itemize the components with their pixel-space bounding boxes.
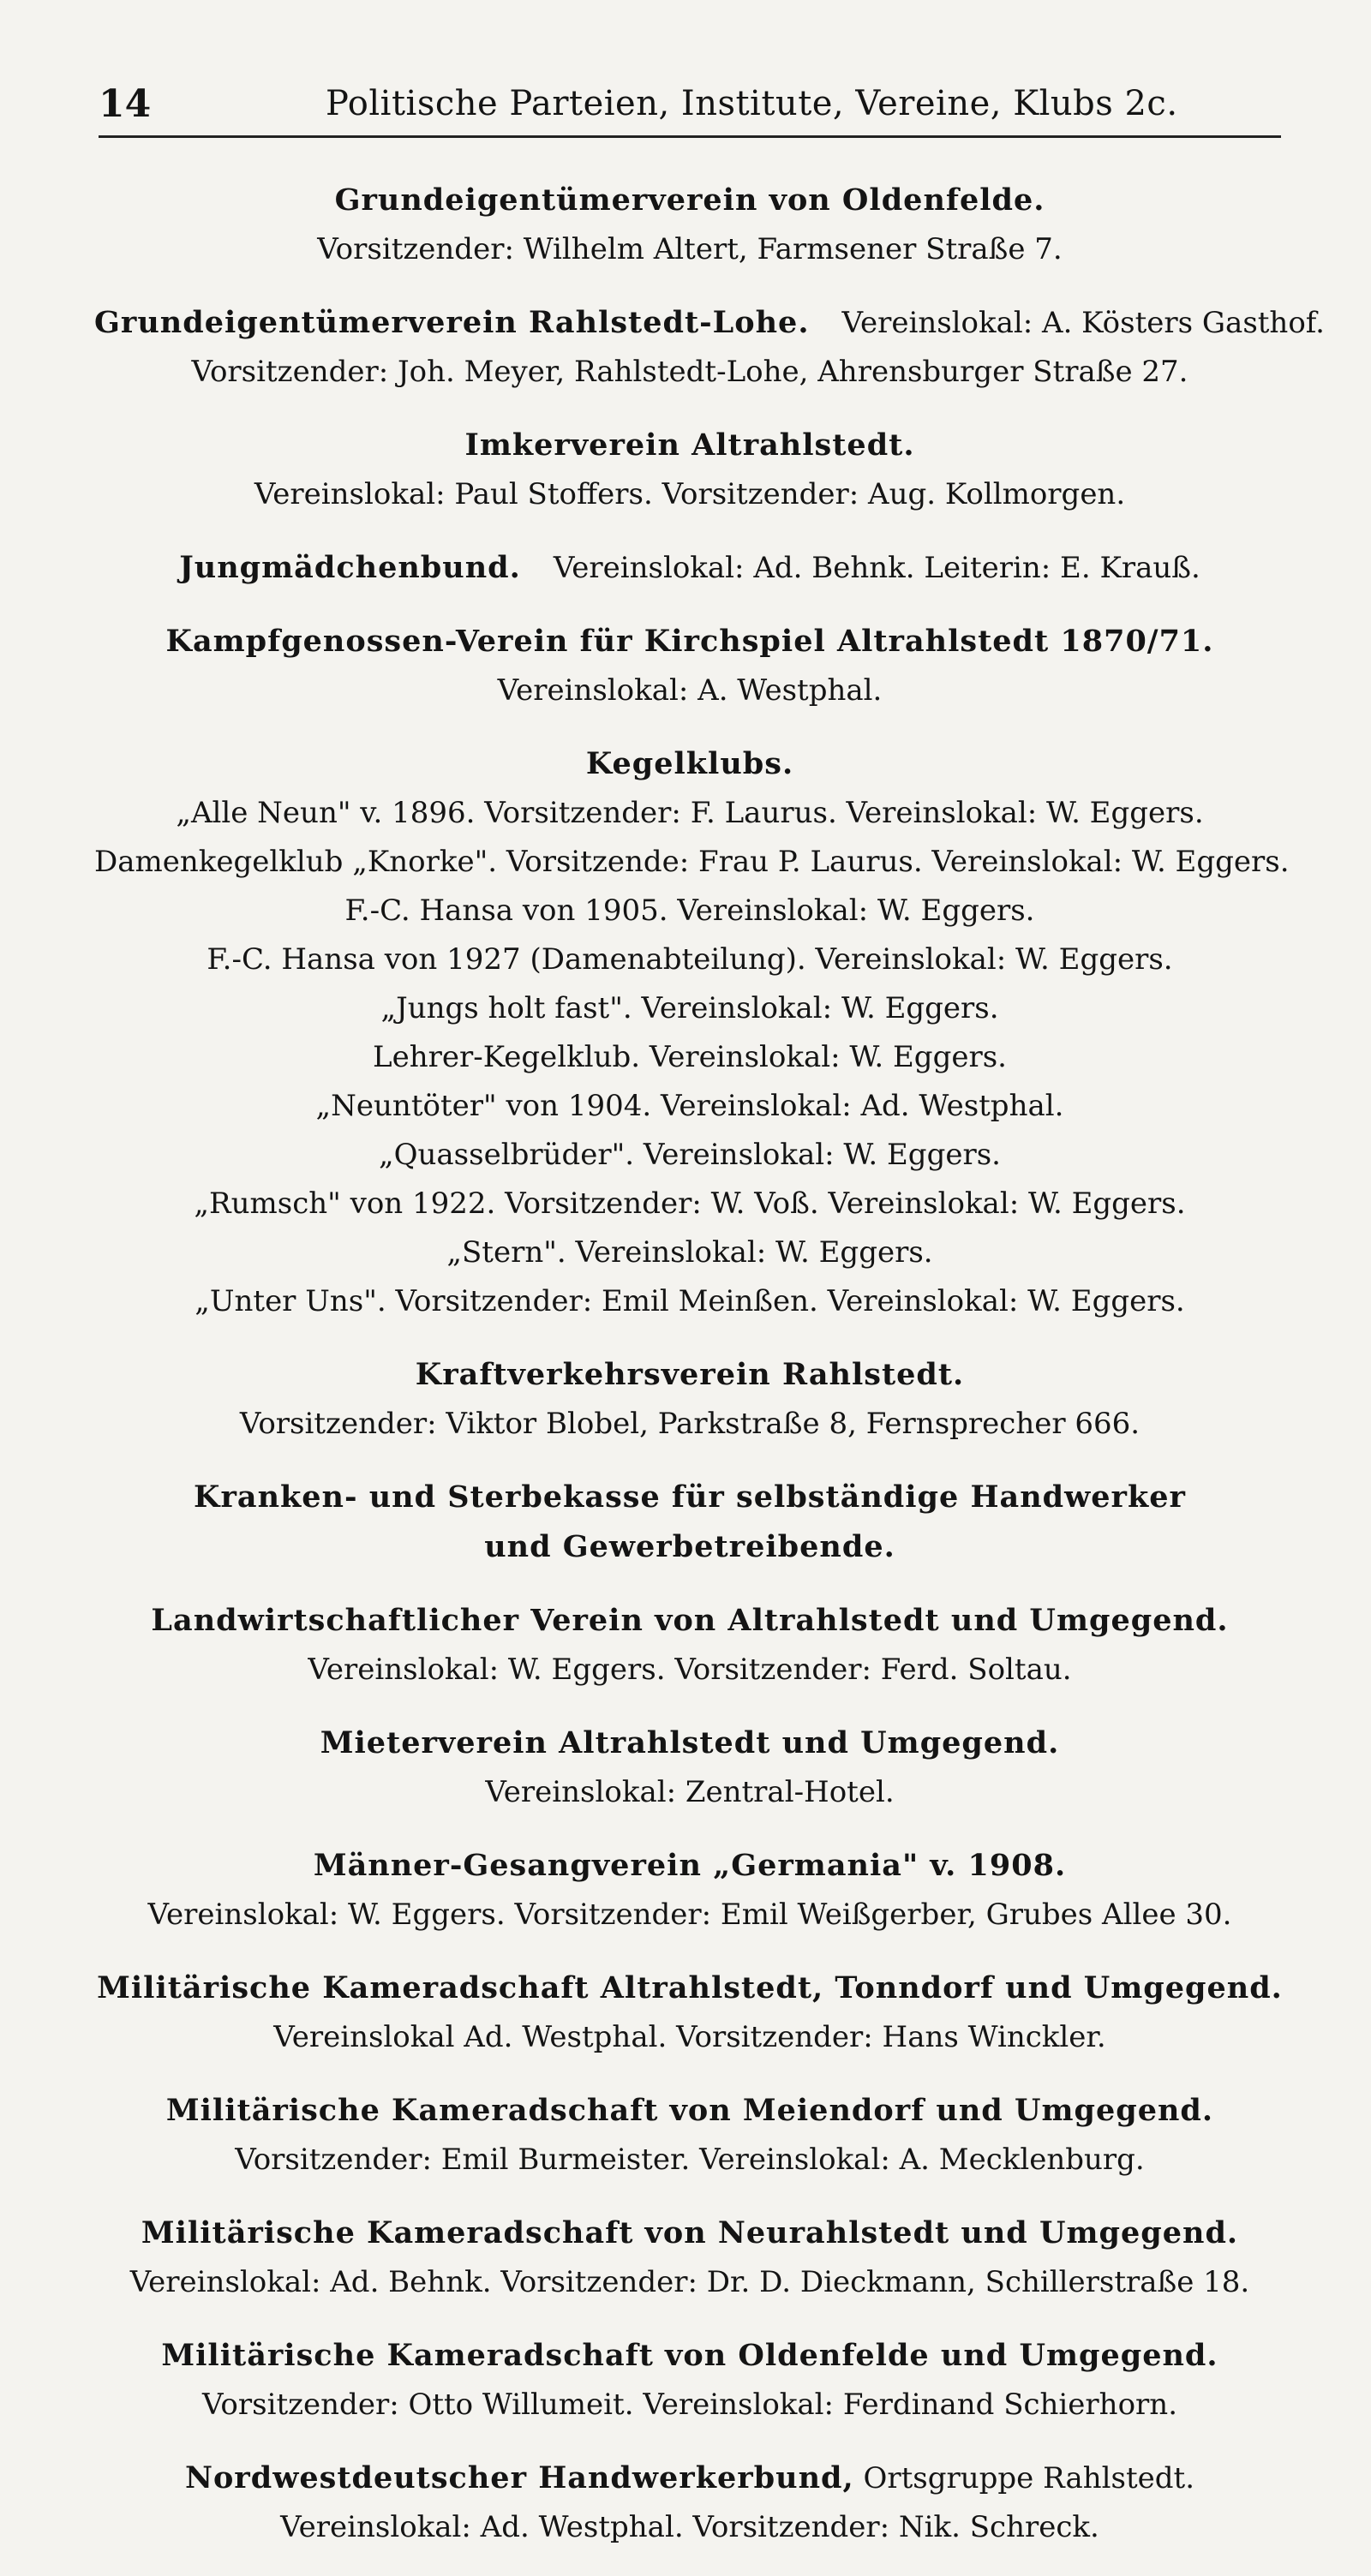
entry-detail: Lehrer-Kegelklub. Vereinslokal: W. Eggers.: [373, 1040, 1007, 1074]
entry-inline-detail: Vereinslokal: Ad. Behnk. Leiterin: E. Krauß.: [553, 551, 1200, 585]
list-item: [94, 617, 1285, 715]
entry-detail: „Rumsch" von 1922. Vorsitzender: W. Voß. Vereinslokal: W. Eggers.: [194, 1186, 1186, 1221]
entry-detail: F.-C. Hansa von 1927 (Damenabteilung). Vereinslokal: W. Eggers.: [207, 942, 1173, 977]
entry-detail: Vereinslokal: A. Westphal.: [497, 673, 883, 708]
entry-name-continued: und Gewerbetreibende.: [484, 1529, 895, 1564]
entry-name: Kampfgenossen-Verein für Kirchspiel Altrahlstedt 1870/71.: [165, 624, 1214, 659]
entry-name: Grundeigentümerverein Rahlstedt-Lohe.: [94, 305, 810, 340]
entry-detail: Vorsitzender: Emil Burmeister. Vereinslokal: A. Mecklenburg.: [235, 2143, 1145, 2177]
entry-name: Jungmädchenbund.: [179, 550, 521, 585]
entry-detail: Vorsitzender: Viktor Blobel, Parkstraße 8, Fernsprecher 666.: [239, 1407, 1141, 1441]
entry-name: Militärische Kameradschaft Altrahlstedt, Tonndorf und Umgegend.: [97, 1970, 1283, 2005]
entry-detail: „Jungs holt fast". Vereinslokal: W. Eggers.: [380, 991, 999, 1025]
list-item: [94, 1841, 1285, 1939]
entry-detail: F.-C. Hansa von 1905. Vereinslokal: W. Eggers.: [344, 894, 1035, 928]
entry-name: Mieterverein Altrahlstedt und Umgegend.: [320, 1725, 1060, 1760]
list-item: [94, 1718, 1285, 1817]
entry-name: Militärische Kameradschaft von Oldenfelde und Umgegend.: [161, 2338, 1218, 2373]
page-number: 14: [99, 82, 152, 126]
entry-name: Militärische Kameradschaft von Neurahlstedt und Umgegend.: [141, 2215, 1239, 2250]
list-item: [94, 1350, 1285, 1449]
entry-name: Kranken- und Sterbekasse für selbständige Handwerker: [194, 1479, 1186, 1515]
entry-name: Imkerverein Altrahlstedt.: [464, 427, 915, 463]
list-item: [94, 2453, 1285, 2552]
entry-name: Nordwestdeutscher Handwerkerbund,: [184, 2460, 854, 2495]
list-item: [94, 739, 1290, 1326]
list-item: [94, 2208, 1285, 2307]
entry-detail: Vorsitzender: Otto Willumeit. Vereinslokal: Ferdinand Schierhorn.: [201, 2388, 1178, 2422]
list-item: [94, 421, 1285, 519]
entry-detail: Vereinslokal: Zentral-Hotel.: [485, 1775, 895, 1809]
entry-detail: Vorsitzender: Wilhelm Altert, Farmsener Straße 7.: [317, 232, 1063, 266]
list-item: [94, 1963, 1285, 2062]
directory-listing: [94, 176, 1325, 2576]
entry-inline-detail: Ortsgruppe Rahlstedt.: [863, 2461, 1195, 2495]
list-item: [94, 1473, 1285, 1572]
entry-detail: Vereinslokal: Ad. Behnk. Vorsitzender: Dr. D. Dieckmann, Schillerstraße 18.: [129, 2265, 1250, 2299]
entry-detail: Vereinslokal: W. Eggers. Vorsitzender: Emil Weißgerber, Grubes Allee 30.: [147, 1898, 1232, 1932]
entry-detail: „Quasselbrüder". Vereinslokal: W. Eggers.: [379, 1138, 1001, 1172]
page-header: [99, 75, 1281, 138]
entry-detail: Vereinslokal: W. Eggers. Vorsitzender: Ferd. Soltau.: [308, 1653, 1072, 1687]
entry-detail: „Alle Neun" v. 1896. Vorsitzender: F. Laurus. Vereinslokal: W. Eggers.: [176, 796, 1204, 830]
entry-name: Männer-Gesangverein „Germania" v. 1908.: [313, 1848, 1067, 1883]
list-item: [94, 2086, 1285, 2185]
entry-detail: „Unter Uns". Vorsitzender: Emil Meinßen. Vereinslokal: W. Eggers.: [195, 1284, 1185, 1318]
list-item: [94, 543, 1285, 593]
list-item: [94, 1596, 1285, 1694]
entry-name: Grundeigentümerverein von Oldenfelde.: [334, 182, 1045, 218]
entry-detail: Damenkegelklub „Knorke". Vorsitzende: Frau P. Laurus. Vereinslokal: W. Eggers.: [94, 845, 1290, 879]
entry-name: Kraftverkehrsverein Rahlstedt.: [415, 1357, 965, 1392]
entry-detail: Vorsitzender: Joh. Meyer, Rahlstedt-Lohe, Ahrensburger Straße 27.: [191, 355, 1188, 389]
list-item: [94, 176, 1285, 274]
list-item: [94, 2331, 1285, 2430]
list-item: [94, 298, 1325, 397]
entry-detail: „Neuntöter" von 1904. Vereinslokal: Ad. Westphal.: [315, 1089, 1064, 1123]
entry-detail: „Stern". Vereinslokal: W. Eggers.: [446, 1235, 933, 1270]
entry-name: Kegelklubs.: [585, 746, 794, 781]
entry-inline-detail: Vereinslokal: A. Kösters Gasthof.: [841, 306, 1325, 340]
entry-detail: Vereinslokal Ad. Westphal. Vorsitzender: Hans Winckler.: [273, 2020, 1106, 2054]
entry-name: Militärische Kameradschaft von Meiendorf und Umgegend.: [165, 2093, 1214, 2128]
entry-detail: Vereinslokal: Ad. Westphal. Vorsitzender: Nik. Schreck.: [280, 2510, 1099, 2544]
entry-name: Landwirtschaftlicher Verein von Altrahlstedt und Umgegend.: [151, 1603, 1229, 1638]
entry-detail: Vereinslokal: Paul Stoffers. Vorsitzender: Aug. Kollmorgen.: [254, 477, 1126, 511]
running-title: Politische Parteien, Institute, Vereine, Klubs 2c.: [326, 84, 1178, 123]
